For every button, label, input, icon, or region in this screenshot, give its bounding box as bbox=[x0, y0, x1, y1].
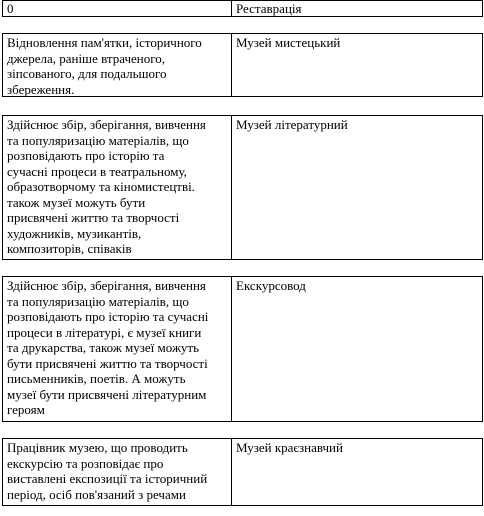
table-row bbox=[2, 115, 483, 260]
table-row bbox=[2, 438, 483, 506]
definition-cell: Відновлення пам'ятки, історичного джерела, раніше втраченого, зіпсованого, для подальшого збереження. bbox=[3, 34, 232, 96]
header-cell-term: Реставрація bbox=[236, 1, 302, 16]
table-header-row bbox=[2, 0, 483, 17]
definition-cell: Працівник музею, що проводить екскурсію та розповідає про виставлені експозиції та історичний період, осіб пов'язаний з речами bbox=[3, 439, 232, 505]
term-cell: Екскурсовод bbox=[236, 278, 306, 293]
header-cell-number: 0 bbox=[3, 1, 232, 16]
term-cell: Музей мистецький bbox=[236, 35, 341, 50]
table-row bbox=[2, 276, 483, 422]
term-cell: Музей літературний bbox=[236, 117, 348, 132]
definition-cell: Здійснює збір, зберігання, вивчення та популяризацію матеріалів, що розповідають про історію та сучасні процеси в театральному, образотворчому та кіномистецтві. також музеї можуть бути присвячені життю та творчості художників, музикантів, композиторів, співаків bbox=[3, 116, 232, 259]
table-row bbox=[2, 33, 483, 97]
term-cell: Музей краєзнавчий bbox=[236, 440, 343, 455]
definition-cell: Здійснює збір, зберігання, вивчення та популяризацію матеріалів, що розповідають про історію та сучасні процеси в літературі, є музеї книги та друкарства, також музеї можуть бути присвячені життю та творчості письменників, поетів. А можуть музеї бути присвячені літературним героям bbox=[3, 277, 232, 421]
